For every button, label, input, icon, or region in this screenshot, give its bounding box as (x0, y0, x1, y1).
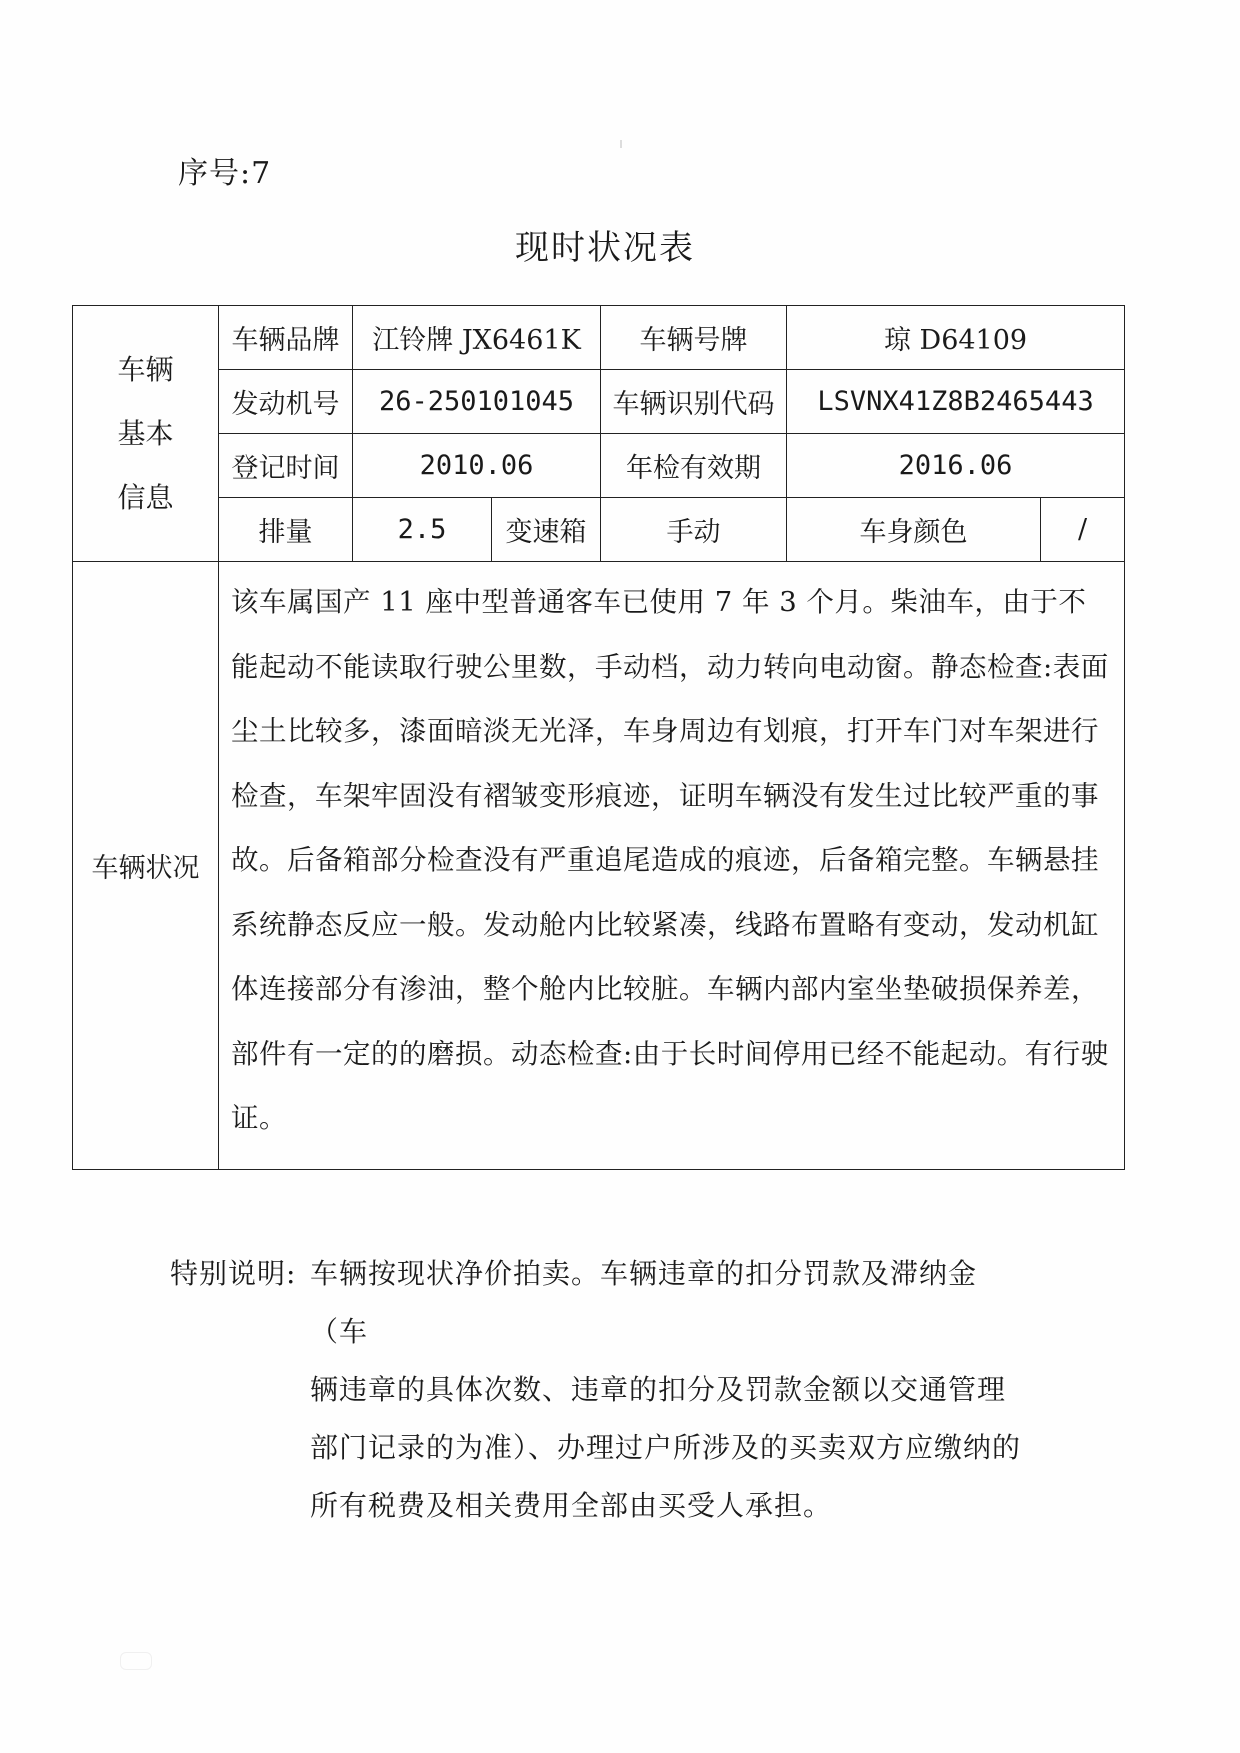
vin-value: LSVNX41Z8B2465443 (787, 370, 1125, 434)
condition-label: 车辆状况 (73, 562, 219, 1170)
vehicle-status-table (72, 305, 1125, 1170)
plate-value: 琼 D64109 (787, 306, 1125, 370)
section-basic-line-3: 信息 (117, 480, 174, 514)
section-basic-line-2: 基本 (117, 416, 174, 450)
scan-speck (620, 140, 622, 148)
register-label: 登记时间 (219, 434, 353, 498)
special-note-rest: 辆违章的具体次数、违章的扣分及罚款金额以交通管理部门记录的为准）、办理过户所涉及的买卖双方应缴纳的所有税费及相关费用全部由买受人承担。 (310, 1373, 1022, 1522)
serial-number: 序号:7 (178, 156, 272, 191)
condition-description: 该车属国产 11 座中型普通客车已使用 7 年 3 个月。柴油车，由于不能起动不能读取行驶公里数，手动档，动力转向电动窗。静态检查:表面尘土比较多，漆面暗淡无光泽，车身周边有划痕，打开车门对车架进行检查，车架牢固没有褶皱变形痕迹，证明车辆没有发生过比较严重的事故。后备箱部分检查没有严重追尾造成的痕迹，后备箱完整。车辆悬挂系统静态反应一般。发动舱内比较紧凑，线路布置略有变动，发动机缸体连接部分有渗油，整个舱内比较脏。车辆内部内室坐垫破损保养差，部件有一定的的磨损。动态检查:由于长时间停用已经不能起动。有行驶证。 (219, 562, 1125, 1170)
document-title: 现时状况表 (515, 228, 695, 268)
special-note-body (310, 1245, 1030, 1535)
brand-value: 江铃牌 JX6461K (353, 306, 601, 370)
gearbox-label: 变速箱 (492, 498, 601, 562)
displacement-label: 排量 (219, 498, 353, 562)
table-row (73, 562, 1125, 1170)
special-note (170, 1245, 1030, 1535)
table-row (73, 370, 1125, 434)
vin-label: 车辆识别代码 (601, 370, 787, 434)
engine-label: 发动机号 (219, 370, 353, 434)
plate-label: 车辆号牌 (601, 306, 787, 370)
inspection-value: 2016.06 (787, 434, 1125, 498)
register-value: 2010.06 (353, 434, 601, 498)
table-row (73, 306, 1125, 370)
special-note-first-line: 车辆按现状净价拍卖。车辆违章的扣分罚款及滞纳金（车 (310, 1257, 978, 1348)
gearbox-value: 手动 (601, 498, 787, 562)
table-row (73, 434, 1125, 498)
section-basic-line-1: 车辆 (117, 352, 174, 386)
table-row (73, 498, 1125, 562)
displacement-value: 2.5 (353, 498, 492, 562)
color-value: / (1041, 498, 1125, 562)
special-note-label: 特别说明: (170, 1257, 297, 1290)
brand-label: 车辆品牌 (219, 306, 353, 370)
inspection-label: 年检有效期 (601, 434, 787, 498)
color-label: 车身颜色 (787, 498, 1041, 562)
scan-artifact (120, 1652, 152, 1670)
engine-value: 26-250101045 (353, 370, 601, 434)
section-basic-info (73, 306, 219, 562)
